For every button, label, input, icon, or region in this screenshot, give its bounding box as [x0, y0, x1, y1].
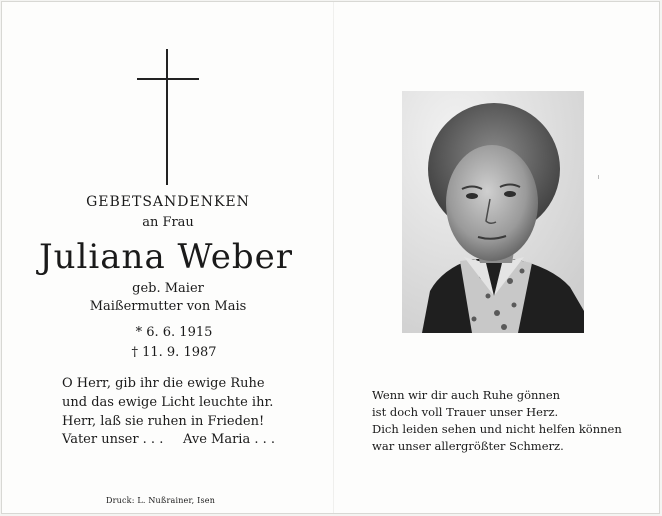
prayer-close-left: Vater unser . . . [62, 432, 164, 447]
portrait-photo [402, 91, 584, 333]
fold-line [333, 2, 334, 513]
memorial-verse [372, 387, 642, 455]
printer-credit: Druck: L. Nußrainer, Isen [106, 496, 216, 505]
birth-date: * 6. 6. 1915 [135, 325, 213, 340]
card-heading: GEBETSANDENKEN [86, 194, 250, 210]
prayer-close-right: Ave Maria . . . [183, 432, 276, 447]
verse-line: ist doch voll Trauer unser Herz. [372, 405, 559, 419]
memorial-card [1, 1, 660, 514]
margin-mark [598, 175, 599, 179]
deceased-name: Juliana Weber [39, 237, 293, 277]
salutation: an Frau [142, 215, 194, 230]
maiden-name: geb. Maier [132, 281, 204, 296]
verse-line: Dich leiden sehen und nicht helfen können [372, 422, 622, 436]
verse-line: Wenn wir dir auch Ruhe gönnen [372, 388, 561, 402]
death-date: † 11. 9. 1987 [131, 345, 217, 360]
prayer-line: O Herr, gib ihr die ewige Ruhe [62, 376, 265, 391]
verse-line: war unser allergrößter Schmerz. [372, 439, 564, 453]
prayer-line: und das ewige Licht leuchte ihr. [62, 395, 274, 410]
prayer-line: Herr, laß sie ruhen in Frieden! [62, 414, 265, 429]
prayer-text [62, 374, 302, 431]
deceased-title: Maißermutter von Mais [89, 299, 247, 314]
cross-icon [137, 49, 199, 185]
